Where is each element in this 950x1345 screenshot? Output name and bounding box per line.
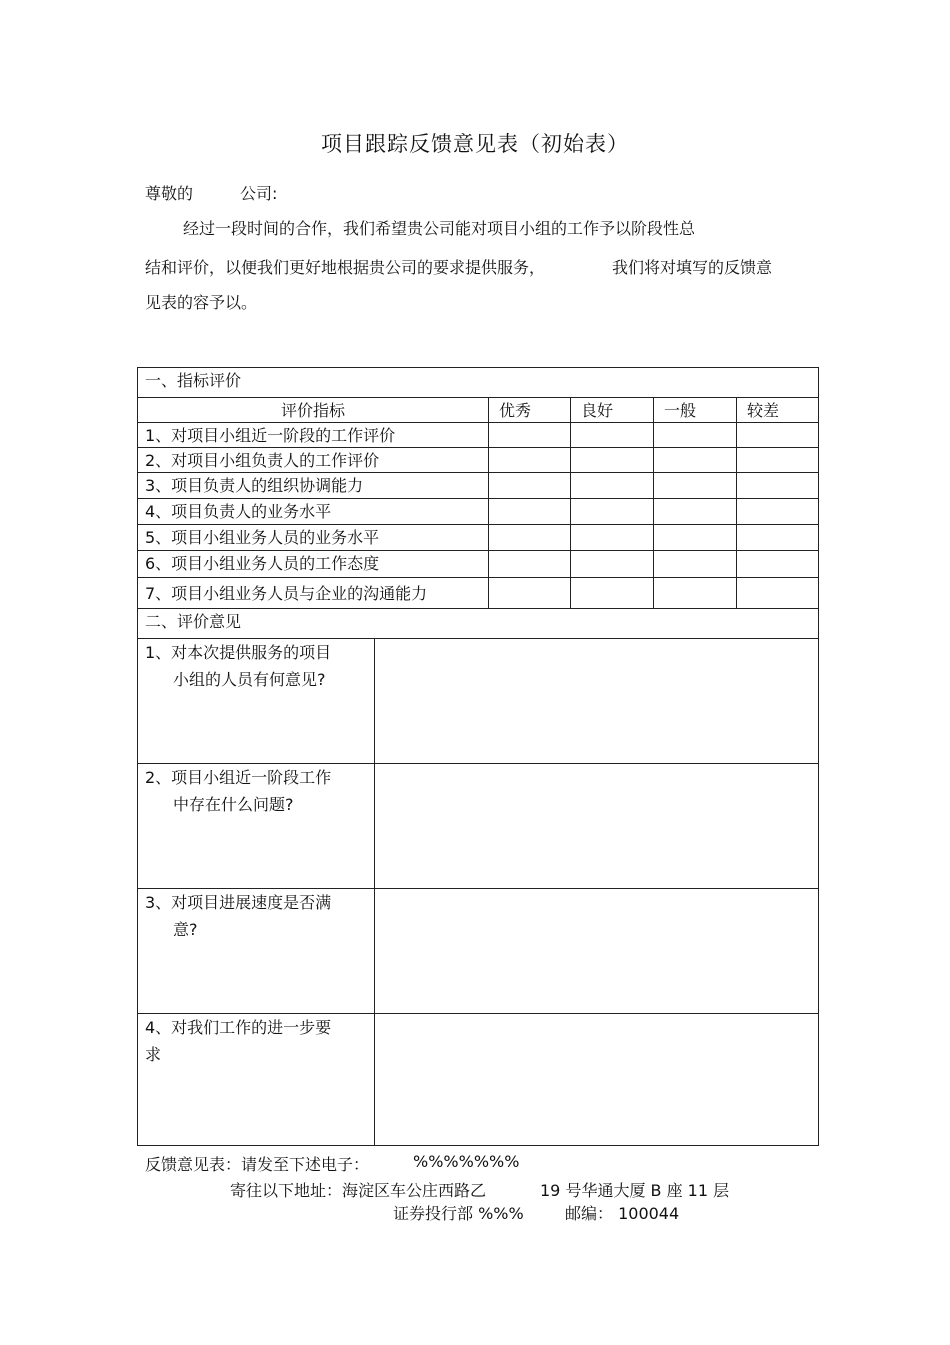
rating-cell[interactable] [571,499,654,525]
rating-cell[interactable] [737,423,819,448]
rating-cell[interactable] [654,499,737,525]
feedback-form-table [137,367,819,1146]
rating-cell[interactable] [489,525,571,551]
footer-address-value: 19 号华通大厦 B 座 11 层 [540,1181,730,1200]
criteria-header: 评价指标 [138,398,489,423]
question-line: 4、对我们工作的进一步要 [145,1018,332,1037]
question-line: 3、对项目进展速度是否满 [145,893,332,912]
section2-heading: 二、评价意见 [138,609,819,639]
question-label [138,889,375,1014]
rating-cell[interactable] [571,525,654,551]
rating-cell[interactable] [737,551,819,578]
criteria-item: 5、项目小组业务人员的业务水平 [138,525,489,551]
question-label [138,1014,375,1146]
intro-line-3: 见表的容予以。 [145,293,258,312]
rating-cell[interactable] [654,578,737,609]
rating-cell[interactable] [654,551,737,578]
answer-area[interactable] [375,764,819,889]
criteria-item: 7、项目小组业务人员与企业的沟通能力 [138,578,489,609]
rating-good-header: 良好 [571,398,654,423]
question-label [138,639,375,764]
footer-address-label: 寄往以下地址：海淀区车公庄西路乙 [230,1181,487,1200]
rating-cell[interactable] [737,448,819,473]
question-line: 2、项目小组近一阶段工作 [145,768,332,787]
criteria-item: 4、项目负责人的业务水平 [138,499,489,525]
answer-area[interactable] [375,639,819,764]
question-line: 中存在什么问题? [173,795,294,814]
answer-area[interactable] [375,889,819,1014]
rating-cell[interactable] [571,448,654,473]
question-line: 1、对本次提供服务的项目 [145,643,332,662]
intro-line-2a: 结和评价，以便我们更好地根据贵公司的要求提供服务， [145,258,546,277]
rating-cell[interactable] [571,473,654,499]
question-line: 求 [145,1045,162,1064]
footer-department: 证券投行部 %%% [393,1204,524,1223]
section1-heading: 一、指标评价 [138,368,819,398]
rating-cell[interactable] [737,473,819,499]
criteria-item: 2、对项目小组负责人的工作评价 [138,448,489,473]
page-title: 项目跟踪反馈意见表（初始表） [321,132,629,156]
question-line: 意? [173,920,198,939]
rating-cell[interactable] [571,423,654,448]
rating-cell[interactable] [489,473,571,499]
rating-cell[interactable] [489,423,571,448]
rating-cell[interactable] [571,551,654,578]
rating-cell[interactable] [489,551,571,578]
rating-cell[interactable] [654,473,737,499]
criteria-item: 6、项目小组业务人员的工作态度 [138,551,489,578]
intro-line-2b: 我们将对填写的反馈意 [612,258,773,277]
rating-cell[interactable] [654,448,737,473]
rating-cell[interactable] [489,448,571,473]
answer-area[interactable] [375,1014,819,1146]
rating-cell[interactable] [737,499,819,525]
rating-cell[interactable] [737,578,819,609]
footer-email-label: 反馈意见表：请发至下述电子： [145,1155,370,1174]
criteria-item: 1、对项目小组近一阶段的工作评价 [138,423,489,448]
rating-cell[interactable] [654,525,737,551]
rating-fair-header: 一般 [654,398,737,423]
rating-cell[interactable] [489,578,571,609]
footer-email-value: %%%%%%% [413,1152,520,1171]
intro-line-1: 经过一段时间的合作，我们希望贵公司能对项目小组的工作予以阶段性总 [183,219,696,238]
rating-cell[interactable] [571,578,654,609]
criteria-item: 3、项目负责人的组织协调能力 [138,473,489,499]
footer-postcode: 邮编： 100044 [565,1204,680,1223]
question-line: 小组的人员有何意见? [173,670,326,689]
rating-poor-header: 较差 [737,398,819,423]
rating-cell[interactable] [737,525,819,551]
greeting-suffix: 公司: [240,184,278,203]
rating-cell[interactable] [489,499,571,525]
rating-cell[interactable] [654,423,737,448]
question-label [138,764,375,889]
rating-excellent-header: 优秀 [489,398,571,423]
greeting-prefix: 尊敬的 [145,184,194,203]
